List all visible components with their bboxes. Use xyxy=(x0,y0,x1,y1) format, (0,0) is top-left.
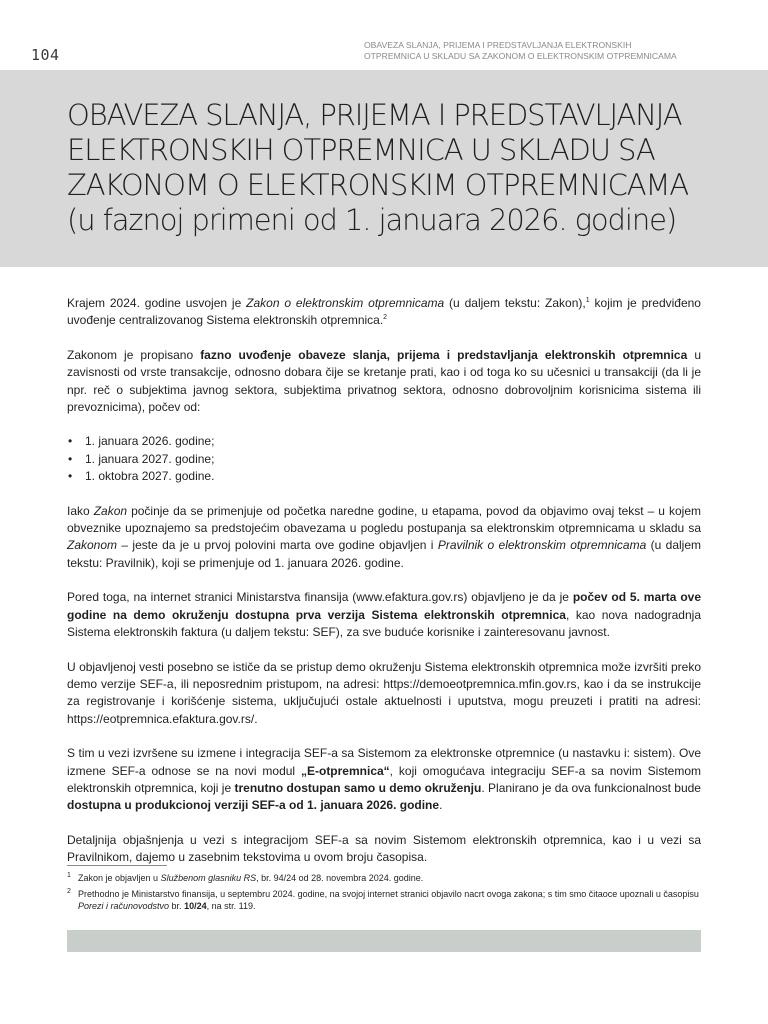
text: u zavisnosti od vrste transakcije, odnosno dobara čije se kretanje prati, kao i od toga ko su učesnici u transakciji (da li je npr. reč o subjektima javnog sektora, subjektima privatnog sektora, odnosno dobrovoljnim korisnicima sistema ili prevoznicima), počev od: xyxy=(67,347,702,415)
text: – jeste da je u prvoj polovini marta ove godine objavljen i xyxy=(117,538,438,553)
emphasis: dostupna u produkcionoj verziji SEF-a od 1. januara 2026. godine xyxy=(67,798,440,813)
text: kojim je predviđeno uvođenje centralizovanog Sistema elektronskih otpremnica. xyxy=(67,296,701,328)
emphasis: fazno uvođenje obaveze slanja, prijema i predstavljanja elektronskih otpremnica xyxy=(200,347,688,362)
text: Zakon je objavljen u xyxy=(78,873,161,883)
title-line: ELEKTRONSKIH OTPREMNICA U SKLADU SA xyxy=(67,133,655,167)
footnote-ref[interactable]: 2 xyxy=(383,314,388,322)
law-name: Zakonom xyxy=(67,538,118,553)
footnote-ref[interactable]: 1 xyxy=(585,297,590,304)
paragraph: Detaljnija objašnjenja u vezi s integracijom SEF-a sa novim Sistemom elektronskih otpremnica, kao i u vezi sa Pravilnikom, dajemo u zasebnim tekstovima u ovom broju časopisa. xyxy=(67,832,701,865)
publication-name: Porezi i računovodstvo xyxy=(78,901,170,911)
text: Krajem 2024. godine usvojen je xyxy=(67,296,247,310)
text: S tim u vezi izvršene su izmene i integracija SEF-a sa Sistemom za elektronske otpremnice (u nastavku i: sistem). Ove izmene SEF-a odnose se na novi modul xyxy=(67,746,701,778)
paragraph xyxy=(67,503,701,573)
issue-number: 10/24 xyxy=(184,901,207,911)
title-band xyxy=(0,70,768,267)
paragraph xyxy=(67,589,701,641)
footnote-divider xyxy=(67,865,167,866)
text: , na str. 119. xyxy=(206,901,256,911)
text: . Planirano je da ova funkcionalnost bude xyxy=(481,780,701,795)
footnotes xyxy=(67,872,701,916)
paragraph: U objavljenoj vesti posebno se ističe da se pristup demo okruženju Sistema elektronskih otpremnica može izvršiti preko demo verzije SEF-a, ili neposrednim pristupom, na adresi: https://demoeotpremnica.mfin.gov.rs, kao i da se instrukcije za registrovanje i korišćenje sistema, uključujući ostale aktuelnosti i uputstva, mogu preuzeti i pratiti na adresi: https://eotpremnica.efaktura.gov.rs/. xyxy=(67,659,701,726)
footnote-number: 1 xyxy=(67,872,71,879)
article-body xyxy=(67,295,701,884)
list-item: • 1. januara 2027. godine; xyxy=(67,451,701,468)
emphasis: „E-otpremnica“ xyxy=(300,763,390,778)
page-number: 104 xyxy=(31,46,60,64)
emphasis: trenutno dostupan samo u demo okruženju xyxy=(234,780,482,795)
footnote xyxy=(67,872,701,884)
text: Iako xyxy=(67,503,94,518)
text: (u daljem tekstu: Zakon), xyxy=(444,296,586,310)
running-header-line: OTPREMNICA U SKLADU SA ZAKONOM O ELEKTRONSKIM OTPREMNICAMA xyxy=(364,51,677,61)
title-subtitle: (u faznoj primeni od 1. januara 2026. godine) xyxy=(67,203,677,237)
bottom-bar xyxy=(67,930,701,952)
footnote-number: 2 xyxy=(67,888,71,895)
paragraph xyxy=(67,745,701,815)
running-header xyxy=(364,40,694,62)
law-name: Zakon xyxy=(93,503,128,518)
running-header-line: OBAVEZA SLANJA, PRIJEMA I PREDSTAVLJANJA ELEKTRONSKIH xyxy=(364,40,632,50)
text: , br. 94/24 od 28. novembra 2024. godine. xyxy=(256,873,424,883)
article-title xyxy=(67,98,747,238)
emphasis: počev od 5. marta ove godine na demo okruženju dostupna prva verzija Sistema elektronskih otpremnica xyxy=(67,590,702,622)
regulation-name: Pravilnik o elektronskim otpremnicama xyxy=(437,538,647,553)
law-name: Zakon o elektronskim otpremnicama xyxy=(246,296,445,310)
text: Pored toga, na internet stranici Ministarstva finansija (www.efaktura.gov.rs) objavljeno je da je xyxy=(67,590,573,605)
paragraph xyxy=(67,347,701,417)
text: (u daljem tekstu: Pravilnik), koji se primenjuje od 1. januara 2026. godine. xyxy=(67,538,702,570)
title-line: ZAKONOM O ELEKTRONSKIM OTPREMNICAMA xyxy=(67,168,689,202)
text: počinje da se primenjuje od početka naredne godine, u etapama, povod da objavimo ovaj tekst – u kojem obveznike upoznajemo sa predstojećim obavezama u pogledu postupanja sa elektronskim otpremnicama u skladu sa xyxy=(67,503,701,536)
text: . xyxy=(439,798,443,813)
text: , kao nova nadogradnja Sistema elektronskih faktura (u daljem tekstu: SEF), za sve buduće korisnike i zainteresovanu javnost. xyxy=(67,607,701,640)
publication-name: Službenom glasniku RS xyxy=(160,873,257,883)
list-item: • 1. januara 2026. godine; xyxy=(67,433,701,450)
title-line: OBAVEZA SLANJA, PRIJEMA I PREDSTAVLJANJA xyxy=(67,98,682,132)
paragraph xyxy=(67,295,701,330)
text: Zakonom je propisano xyxy=(67,347,201,362)
footnote xyxy=(67,888,701,912)
text: Prethodno je Ministarstvo finansija, u septembru 2024. godine, na svojoj internet stranici objavilo nacrt ovoga zakona; s tim smo čitaoce upoznali u časopisu xyxy=(78,889,699,899)
date-list xyxy=(67,433,701,485)
text: br. xyxy=(169,901,185,911)
list-item: • 1. oktobra 2027. godine. xyxy=(67,468,701,485)
text: , koji omogućava integraciju SEF-a sa novim Sistemom elektronskih otpremnica, koji je xyxy=(67,763,701,795)
